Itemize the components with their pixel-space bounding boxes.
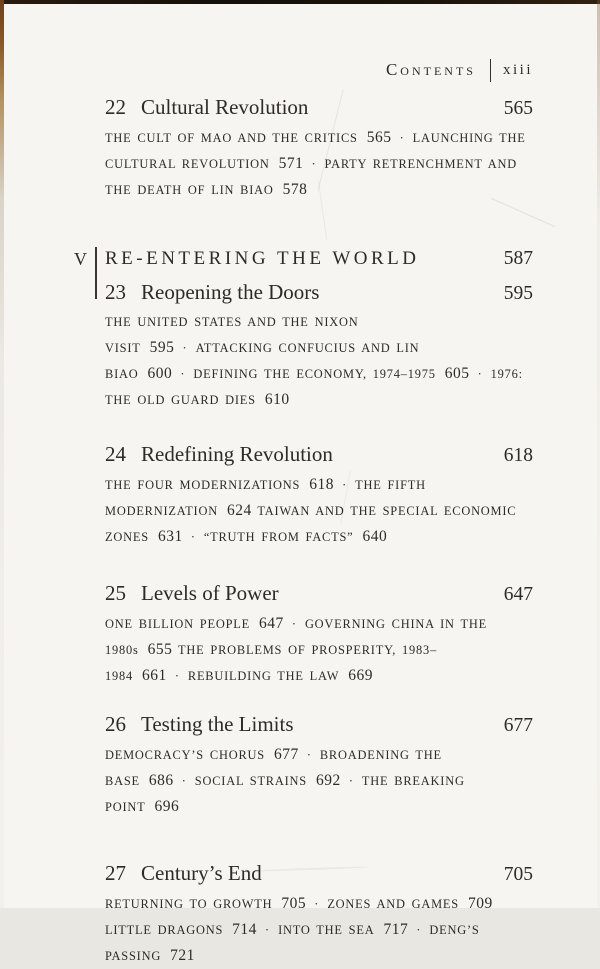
topic-label: THE CULT OF MAO AND THE CRITICS: [105, 131, 358, 145]
chapter-heading-left: [105, 711, 294, 737]
chapter-title: Testing the Limits: [141, 712, 294, 736]
chapter-number: 26: [105, 712, 126, 736]
topic-page-number: 631: [157, 528, 183, 545]
chapter-number: 24: [105, 442, 126, 466]
topic-label: SOCIAL STRAINS: [194, 774, 307, 788]
topic-page-number: 624: [226, 502, 252, 519]
chapter-number: 23: [105, 280, 126, 304]
part-divider: [95, 247, 97, 299]
topic-label: DEFINING THE ECONOMY, 1974–1975: [193, 367, 436, 381]
chapter-topics: [105, 125, 533, 203]
chapter-heading-left: [105, 580, 279, 606]
topic-page-number: 677: [273, 746, 299, 763]
chapter-block: [105, 860, 533, 969]
topic-page-number: 565: [366, 129, 392, 146]
part-heading: [74, 245, 533, 273]
chapter-heading: [105, 580, 533, 608]
running-head-divider: [490, 59, 491, 82]
topic-page-number: 600: [147, 365, 173, 382]
topic-label: 1976: THE OLD GUARD DIES: [105, 367, 523, 407]
topic-label: THE FIFTH MODERNIZATION: [105, 478, 426, 518]
chapter-page-number: 618: [503, 445, 533, 466]
part-page-number: 587: [503, 248, 533, 269]
scan-left-edge: [0, 0, 4, 908]
topic-page-number: 661: [141, 667, 167, 684]
topic-separator: ·: [311, 156, 317, 171]
chapter-page-number: 705: [503, 864, 533, 885]
topic-separator: ·: [174, 668, 180, 683]
topic-label: BROADENING THE BASE: [105, 748, 442, 788]
chapter-block: [105, 580, 533, 689]
running-head: [105, 58, 533, 82]
chapter-heading: [105, 441, 533, 469]
topic-separator: ·: [180, 366, 186, 381]
chapter-page-number: 565: [503, 98, 533, 119]
topic-page-number: 686: [148, 772, 174, 789]
topic-page-number: 578: [282, 181, 308, 198]
topic-label: THE BREAKING POINT: [105, 774, 465, 814]
part-title: RE-ENTERING THE WORLD: [105, 248, 420, 269]
chapter-topics: [105, 310, 533, 413]
chapter-number: 25: [105, 581, 126, 605]
topic-page-number: 655: [147, 641, 173, 658]
chapter-heading-left: [105, 860, 262, 886]
toc-list: [74, 94, 533, 969]
chapter-title: Reopening the Doors: [141, 280, 320, 304]
topic-page-number: 610: [264, 391, 290, 408]
topic-page-number: 705: [281, 895, 307, 912]
chapter-heading-left: [105, 279, 319, 305]
chapter-block: [105, 441, 533, 550]
scan-top-edge: [0, 0, 600, 4]
chapter-block: [105, 94, 533, 203]
chapter-topics: [105, 472, 533, 550]
topic-label: THE PROBLEMS OF PROSPERITY, 1983–1984: [105, 643, 438, 683]
topic-label: RETURNING TO GROWTH: [105, 897, 273, 911]
page-content: [74, 58, 533, 969]
topic-separator: ·: [264, 922, 271, 937]
chapter-heading-left: [105, 94, 308, 120]
topic-separator: ·: [416, 922, 422, 937]
topic-separator: ·: [190, 529, 196, 544]
topic-page-number: 721: [170, 947, 195, 964]
topic-label: ONE BILLION PEOPLE: [105, 617, 251, 631]
topic-page-number: 571: [278, 155, 304, 172]
topic-page-number: 618: [309, 476, 334, 493]
chapter-block: [105, 711, 533, 820]
topic-label: PARTY RETRENCHMENT AND THE DEATH OF LIN BIAO: [105, 157, 518, 197]
topic-page-number: 709: [467, 895, 493, 912]
topic-label: GOVERNING CHINA IN THE 1980s: [105, 617, 487, 657]
part-number: V: [74, 249, 87, 269]
chapter-title: Century’s End: [141, 861, 262, 885]
chapter-page-number: 647: [503, 584, 533, 605]
chapter-block: [105, 279, 533, 413]
topic-separator: ·: [182, 340, 188, 355]
topic-label: THE UNITED STATES AND THE NIXON VISIT: [105, 315, 359, 355]
chapter-title: Levels of Power: [141, 581, 279, 605]
topic-page-number: 692: [316, 772, 341, 789]
topic-label: “TRUTH FROM FACTS”: [203, 530, 354, 544]
topic-label: LAUNCHING THE CULTURAL REVOLUTION: [105, 131, 526, 171]
topic-page-number: 595: [149, 339, 175, 356]
topic-label: REBUILDING THE LAW: [187, 669, 340, 683]
topic-label: LITTLE DRAGONS: [105, 923, 224, 937]
chapter-heading-left: [105, 441, 333, 467]
topic-separator: ·: [181, 773, 187, 788]
chapter-page-number: 595: [503, 283, 533, 304]
topic-label: ATTACKING CONFUCIUS AND LIN BIAO: [105, 341, 420, 381]
topic-label: THE FOUR MODERNIZATIONS: [105, 478, 301, 492]
topic-label: ZONES AND GAMES: [327, 897, 459, 911]
topic-separator: ·: [314, 896, 320, 911]
chapter-heading: [105, 711, 533, 739]
topic-page-number: 669: [348, 667, 374, 684]
topic-separator: ·: [399, 130, 405, 145]
topic-label: DEMOCRACY’S CHORUS: [105, 748, 265, 762]
chapter-heading: [105, 279, 533, 307]
chapter-number: 27: [105, 861, 126, 885]
chapter-topics: [105, 742, 533, 820]
topic-page-number: 717: [383, 921, 409, 938]
topic-label: INTO THE SEA: [278, 923, 375, 937]
topic-page-number: 696: [154, 798, 180, 815]
topic-separator: ·: [291, 616, 297, 631]
topic-page-number: 647: [259, 615, 284, 632]
page-folio: xiii: [502, 61, 533, 78]
chapter-page-number: 677: [503, 715, 533, 736]
chapter-heading: [105, 94, 533, 122]
topic-page-number: 640: [362, 528, 388, 545]
topic-separator: ·: [306, 747, 312, 762]
running-head-title: Contents: [385, 60, 476, 79]
topic-separator: ·: [348, 773, 354, 788]
chapter-topics: [105, 611, 533, 689]
chapter-topics: [105, 891, 533, 969]
topic-label: TAIWAN AND THE SPECIAL ECONOMIC ZONES: [105, 504, 517, 544]
topic-page-number: 605: [444, 365, 470, 382]
chapter-title: Redefining Revolution: [141, 442, 333, 466]
chapter-heading: [105, 860, 533, 888]
topic-separator: ·: [341, 477, 348, 492]
topic-page-number: 714: [232, 921, 257, 938]
part-block: [74, 245, 533, 273]
chapter-number: 22: [105, 95, 126, 119]
chapter-title: Cultural Revolution: [141, 95, 309, 119]
topic-separator: ·: [477, 366, 483, 381]
topic-label: DENG’S PASSING: [105, 923, 480, 963]
